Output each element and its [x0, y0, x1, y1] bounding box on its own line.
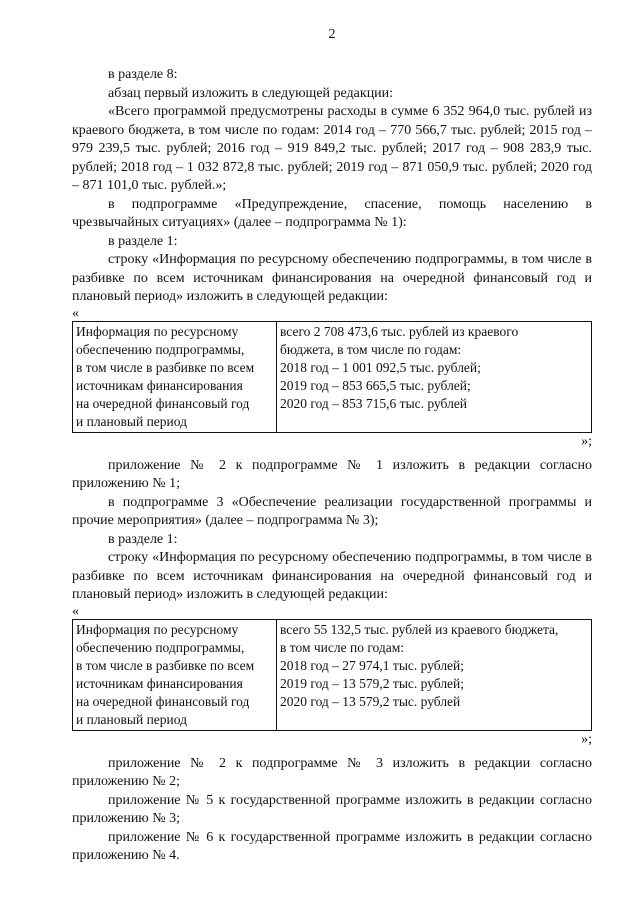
table-label-line: на очередной финансовый год — [76, 693, 250, 709]
table-value-cell — [277, 619, 592, 730]
table-label-line: Информация по ресурсному — [76, 323, 239, 339]
paragraph-section-8: в разделе 8: — [108, 67, 178, 82]
table-row — [73, 619, 592, 730]
table-value-line: 2018 год – 27 974,1 тыс. рублей; — [280, 657, 465, 673]
quote-close-2: »; — [581, 731, 592, 747]
table-label-cell — [73, 321, 277, 432]
table-value-cell — [277, 321, 592, 432]
paragraph-subprogram-3: в подпрограмме 3 «Обеспечение реализации государственной программы и прочие мероприятия» (далее – подпрограмма № 3); — [72, 494, 592, 528]
paragraph-total-expenses: «Всего программой предусмотрены расходы в сумме 6 352 964,0 тыс. рублей из краевого бюджета, в том числе по годам: 2014 год – 770 566,7 тыс. рублей; 2015 год – 979 239,5 тыс. рублей; 2016 год – 919 849,2 тыс. рублей; 2017 год – 908 283,9 тыс. рублей; 2018 год – 1 032 872,8 тыс. рублей; 2019 год – 871 050,9 тыс. рублей; 2020 год – 871 101,0 тыс. рублей.»; — [72, 104, 592, 193]
table-value-line: 2018 год – 1 001 092,5 тыс. рублей; — [280, 359, 481, 375]
table-value-line: 2020 год – 13 579,2 тыс. рублей — [280, 693, 461, 709]
table-value-line: 2019 год – 13 579,2 тыс. рублей; — [280, 675, 465, 691]
paragraph-appendix-6: приложение № 6 к государственной программе изложить в редакции согласно приложению № 4. — [72, 829, 592, 863]
table-value-line: бюджета, в том числе по годам: — [280, 341, 462, 357]
table-value-line: 2020 год – 853 715,6 тыс. рублей — [280, 395, 468, 411]
resource-table-subprogram-3 — [72, 619, 592, 731]
table-row — [73, 321, 592, 432]
table-label-line: на очередной финансовый год — [76, 395, 250, 411]
paragraph-first-paragraph: абзац первый изложить в следующей редакции: — [108, 85, 394, 101]
paragraph-subprogram-1: в подпрограмме «Предупреждение, спасение, помощь населению в чрезвычайных ситуациях» (далее – подпрограмма № 1): — [72, 196, 592, 230]
paragraph-section-1: в разделе 1: — [108, 233, 178, 249]
table-label-line: и плановый период — [76, 413, 187, 429]
table-value-line: всего 2 708 473,6 тыс. рублей из краевого — [280, 323, 519, 339]
table-label-line: в том числе в разбивке по всем — [76, 657, 255, 673]
paragraph-row-info-3: строку «Информация по ресурсному обеспечению подпрограммы, в том числе в разбивке по всем источникам финансирования на очередной финансовый год и плановый период» изложить в следующей редакции: — [72, 550, 592, 602]
quote-open-2: « — [72, 603, 79, 619]
table-label-line: в том числе в разбивке по всем — [76, 359, 255, 375]
table-value-line: всего 55 132,5 тыс. рублей из краевого бюджета, — [280, 621, 559, 637]
paragraph-appendix-5: приложение № 5 к государственной программе изложить в редакции согласно приложению № 3; — [72, 792, 592, 826]
table-label-line: источникам финансирования — [76, 675, 243, 691]
document-page — [72, 26, 592, 866]
quote-close-1: »; — [581, 433, 592, 449]
quote-open-1: « — [72, 305, 79, 321]
table-label-line: и плановый период — [76, 711, 187, 727]
table-label-line: Информация по ресурсному — [76, 621, 239, 637]
page-number: 2 — [328, 27, 336, 42]
table-value-line: 2019 год – 853 665,5 тыс. рублей; — [280, 377, 471, 393]
table-label-cell — [73, 619, 277, 730]
paragraph-appendix-2-sub-1: приложение № 2 к подпрограмме № 1 изложить в редакции согласно приложению № 1; — [72, 457, 592, 491]
table-label-line: источникам финансирования — [76, 377, 243, 393]
table-label-line: обеспечению подпрограммы, — [76, 341, 245, 357]
table-label-line: обеспечению подпрограммы, — [76, 639, 245, 655]
resource-table-subprogram-1 — [72, 321, 592, 433]
table-value-line: в том числе по годам: — [280, 639, 405, 655]
paragraph-appendix-2-sub-3: приложение № 2 к подпрограмме № 3 изложить в редакции согласно приложению № 2; — [72, 755, 592, 789]
paragraph-section-1-sub-3: в разделе 1: — [108, 531, 178, 547]
paragraph-row-info-1: строку «Информация по ресурсному обеспечению подпрограммы, в том числе в разбивке по всем источникам финансирования на очередной финансовый год и плановый период» изложить в следующей редакции: — [72, 252, 592, 304]
